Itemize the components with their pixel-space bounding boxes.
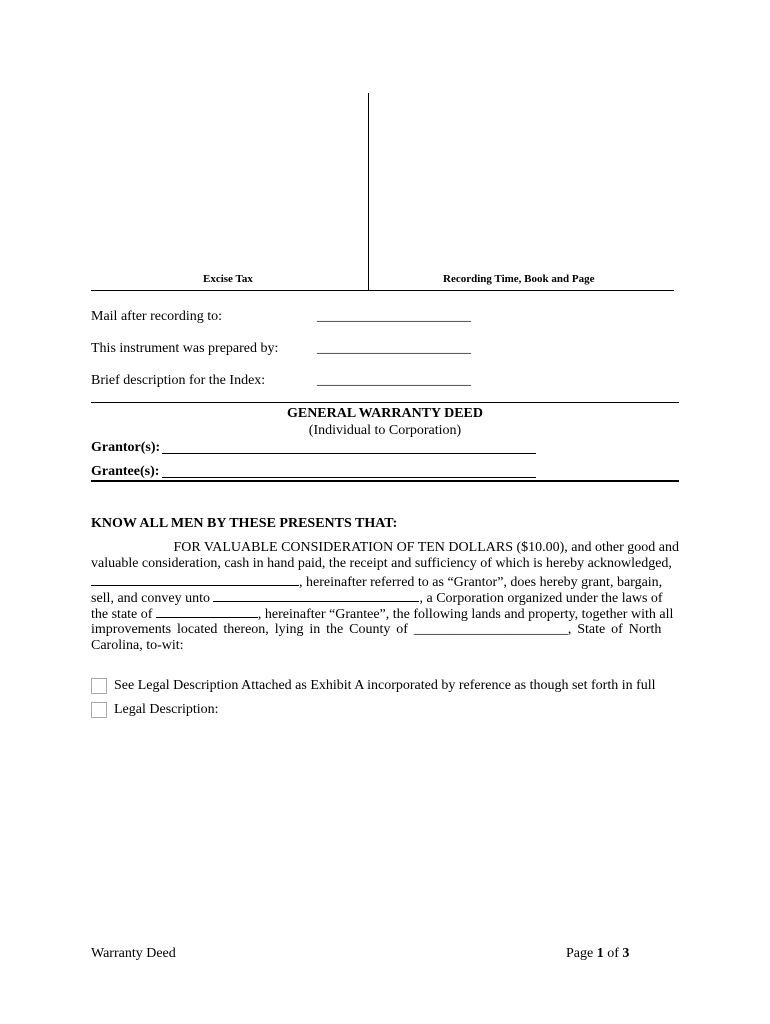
parties-bottom-rule: [91, 480, 679, 482]
exhibit-a-label: See Legal Description Attached as Exhibit A incorporated by reference as though set forth in full: [114, 678, 656, 693]
legal-description-checkbox[interactable]: [91, 702, 107, 718]
deed-title: GENERAL WARRANTY DEED: [286, 406, 484, 421]
page-total: 3: [622, 946, 630, 961]
deed-subtitle: (Individual to Corporation): [308, 423, 462, 438]
body-text-4a: sell, and convey unto: [91, 591, 210, 606]
body-text-3: , hereinafter referred to as “Grantor”, does hereby grant, bargain,: [299, 575, 663, 590]
field-mail-value[interactable]: ______________________: [317, 309, 471, 324]
grantor-label: Grantor(s):: [91, 440, 161, 455]
footer-title: Warranty Deed: [91, 946, 176, 961]
body-line-5: [91, 605, 679, 623]
body-line-1: [91, 540, 679, 556]
grantee-line[interactable]: [162, 477, 536, 478]
body-text-5b: , hereinafter “Grantee”, the following lands and property, together with all: [257, 607, 674, 622]
know-all-men-heading: KNOW ALL MEN BY THESE PRESENTS THAT:: [91, 516, 398, 531]
state-blank[interactable]: [156, 605, 258, 618]
header-divider: [368, 93, 369, 290]
body-text-2: valuable consideration, cash in hand paid, the receipt and sufficiency of which is hereby acknowledged,: [91, 556, 672, 571]
grantor-line[interactable]: [162, 453, 536, 454]
body-text-6: improvements located thereon, lying in the County of ______________________, State of North: [91, 622, 662, 637]
header-bottom-rule: [91, 290, 674, 291]
grantor-blank[interactable]: [91, 573, 299, 586]
body-line-6: [91, 622, 679, 638]
grantee-blank[interactable]: [213, 589, 419, 602]
field-description-label: Brief description for the Index:: [91, 373, 266, 388]
body-line-2: [91, 556, 679, 572]
grantee-label: Grantee(s):: [91, 464, 160, 479]
field-prepared-value[interactable]: ______________________: [317, 341, 471, 356]
page-mid: of: [603, 946, 623, 961]
exhibit-a-checkbox[interactable]: [91, 678, 107, 694]
body-text-5a: the state of: [91, 607, 153, 622]
body-line-7: [91, 638, 679, 654]
body-text-7: Carolina, to-wit:: [91, 638, 184, 653]
body-text-1: FOR VALUABLE CONSIDERATION OF TEN DOLLARS ($10.00), and other good and: [173, 540, 679, 555]
page-number: 1: [596, 946, 604, 961]
field-description-value[interactable]: ______________________: [317, 373, 471, 388]
field-prepared-label: This instrument was prepared by:: [91, 341, 279, 356]
excise-tax-label: Excise Tax: [203, 273, 253, 285]
legal-description-label: Legal Description:: [114, 702, 219, 717]
recording-label: Recording Time, Book and Page: [443, 273, 595, 285]
field-mail-label: Mail after recording to:: [91, 309, 223, 324]
page-prefix: Page: [566, 946, 597, 961]
page-counter: [566, 946, 629, 962]
fields-bottom-rule: [91, 402, 679, 403]
body-text-4b: , a Corporation organized under the laws of: [419, 591, 663, 606]
